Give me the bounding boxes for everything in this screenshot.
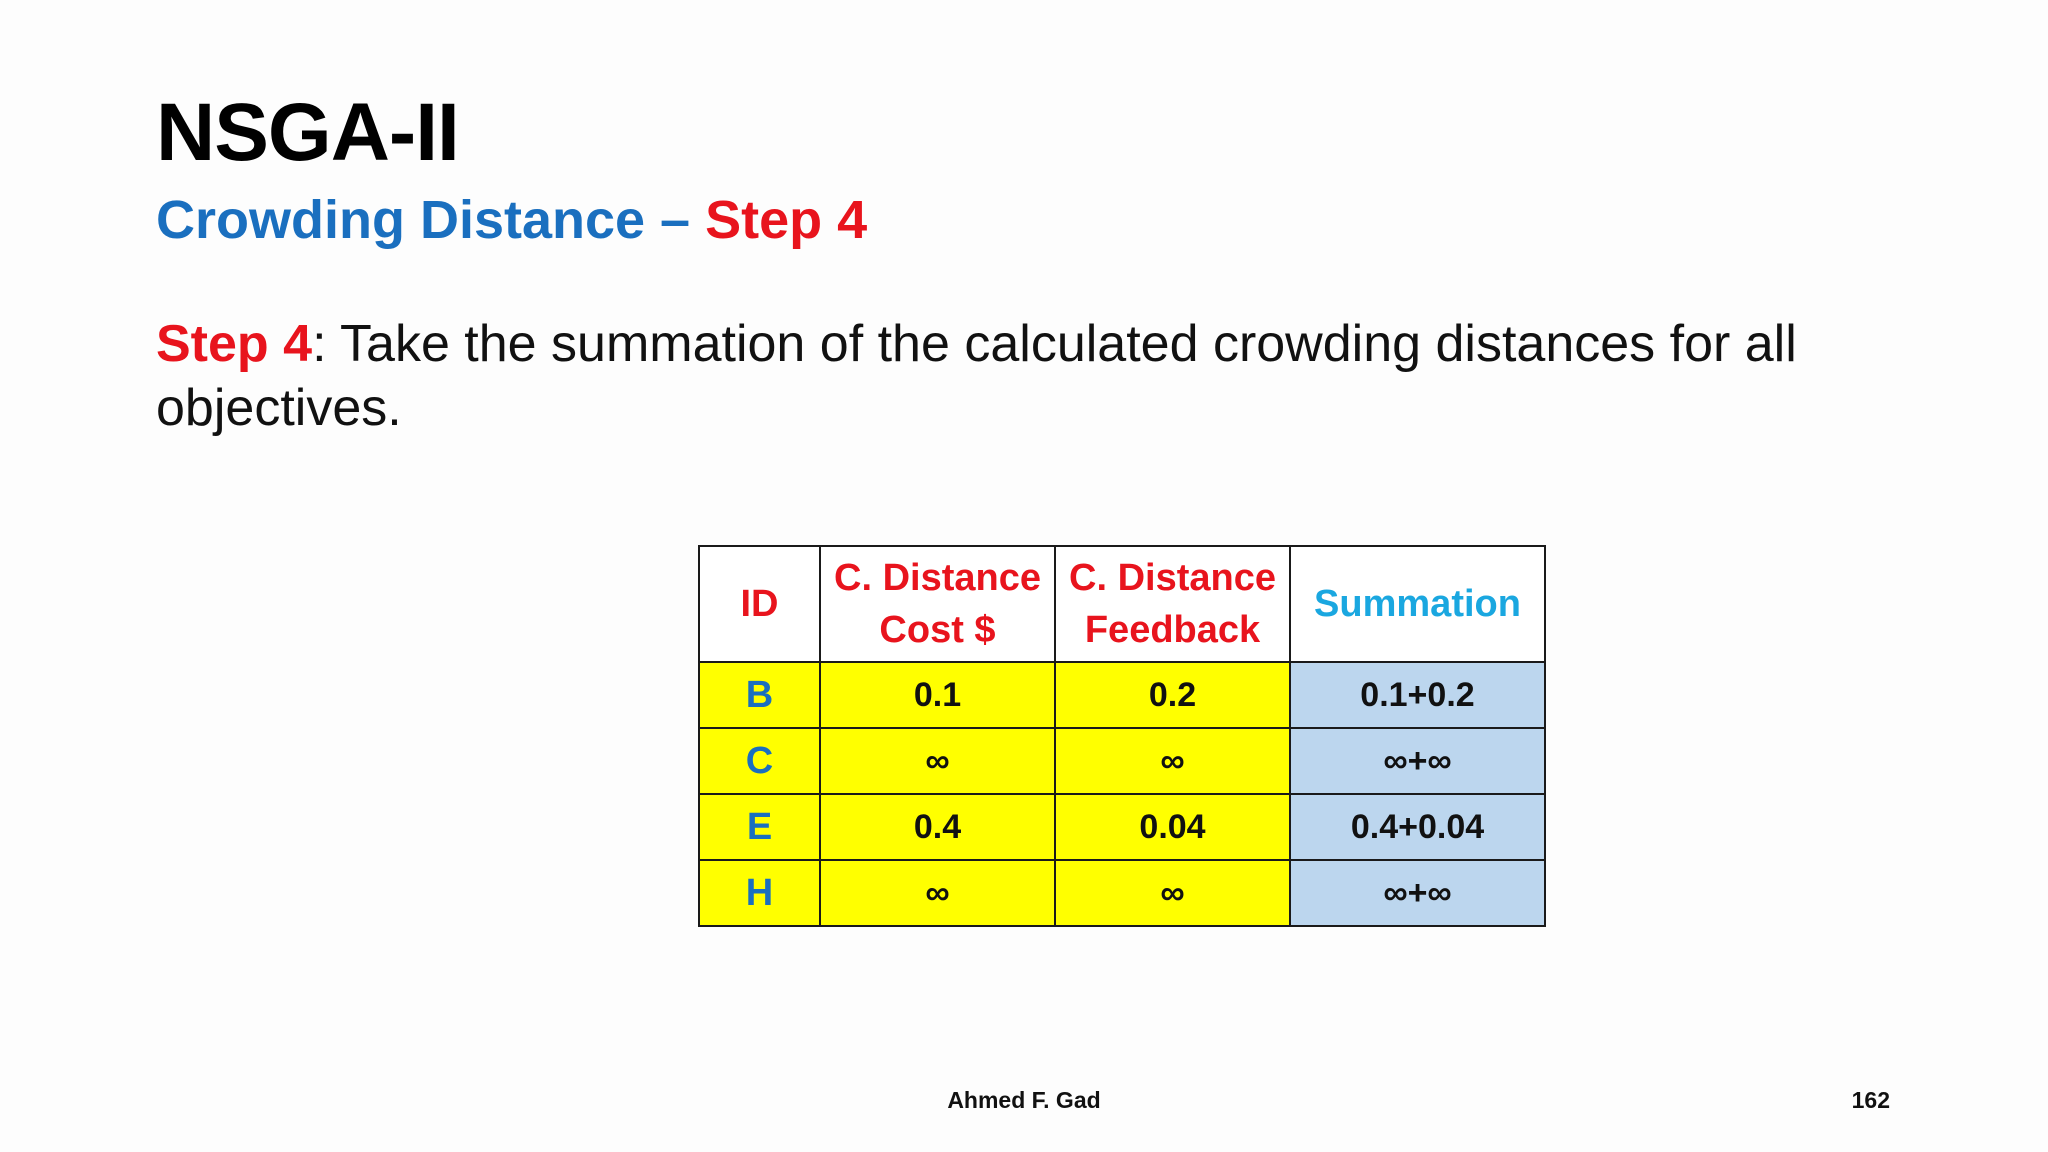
row-id: E [699, 794, 820, 860]
header-cost-line2: Cost $ [879, 609, 996, 651]
cost-distance: 0.4 [820, 794, 1055, 860]
row-id: H [699, 860, 820, 926]
feedback-distance: ∞ [1055, 728, 1290, 794]
row-id: B [699, 662, 820, 728]
step-label: Step 4 [156, 315, 313, 373]
feedback-distance: 0.04 [1055, 794, 1290, 860]
step-description [156, 312, 1916, 440]
footer-author: Ahmed F. Gad [947, 1087, 1101, 1113]
crowding-distance-table [698, 545, 1546, 927]
table-header-row [699, 546, 1545, 662]
header-cost-line1: C. Distance [834, 557, 1041, 599]
page-number: 162 [1851, 1087, 1890, 1113]
table-row [699, 860, 1545, 926]
header-feedback [1055, 546, 1290, 662]
feedback-distance: ∞ [1055, 860, 1290, 926]
feedback-distance: 0.2 [1055, 662, 1290, 728]
header-summation: Summation [1290, 546, 1545, 662]
header-id: ID [699, 546, 820, 662]
header-feedback-line1: C. Distance [1069, 557, 1276, 599]
step-text: : Take the summation of the calculated crowding distances for all objectives. [156, 315, 1797, 437]
table-row [699, 728, 1545, 794]
header-feedback-line2: Feedback [1084, 609, 1261, 651]
cost-distance: ∞ [820, 860, 1055, 926]
summation-value: 0.4+0.04 [1290, 794, 1545, 860]
slide-title: NSGA-II [156, 87, 459, 178]
subtitle-topic: Crowding Distance – [156, 190, 706, 250]
slide-subtitle [156, 188, 867, 253]
table-row [699, 662, 1545, 728]
row-id: C [699, 728, 820, 794]
summation-value: 0.1+0.2 [1290, 662, 1545, 728]
summation-value: ∞+∞ [1290, 728, 1545, 794]
cost-distance: ∞ [820, 728, 1055, 794]
summation-value: ∞+∞ [1290, 860, 1545, 926]
table-row [699, 794, 1545, 860]
header-cost [820, 546, 1055, 662]
cost-distance: 0.1 [820, 662, 1055, 728]
subtitle-step: Step 4 [705, 190, 868, 250]
